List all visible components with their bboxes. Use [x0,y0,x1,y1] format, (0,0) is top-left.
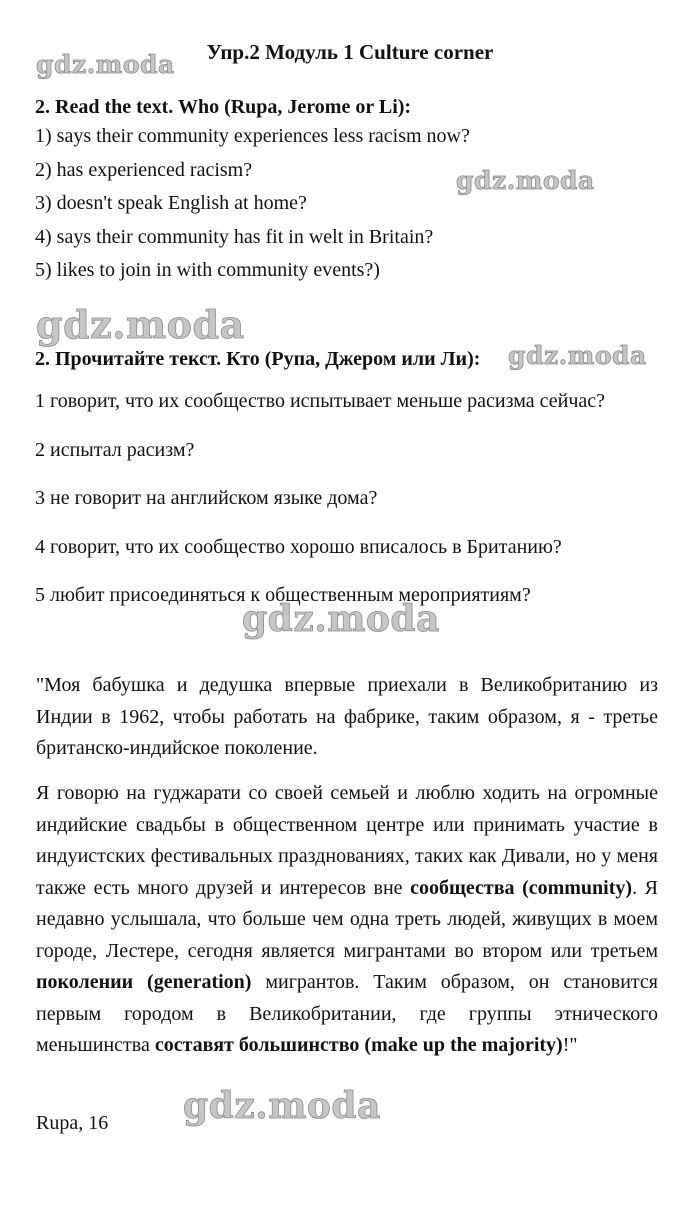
russian-task-heading: 2. Прочитайте текст. Кто (Рупа, Джером или Ли): [35,348,481,370]
highlighted-term-community: сообщества (community) [410,876,633,899]
list-item: 2 испытал расизм? [35,438,195,461]
author-signature: Rupa, 16 [36,1112,109,1134]
list-item: 1 говорит, что их сообщество испытывает меньше расизма сейчас? [35,390,606,412]
paragraph-text: !" [562,1034,578,1056]
paragraph-text: мигрантов. Таким образом, он становится первым городом в Великобритании, где группы этнического меньшинства [36,971,658,1056]
watermark: gdz.moda [456,166,595,195]
text-paragraph-1: "Моя бабушка и дедушка впервые приехали в Великобританию из Индии в 1962, чтобы работать на фабрике, таким образом, я - третье британско-индийское поколение. [36,674,658,759]
list-item: 3) doesn't speak English at home? [35,192,307,214]
watermark: gdz.moda [183,1085,381,1127]
page-title: Упр.2 Модуль 1 Culture corner [206,40,494,64]
list-item: 5 любит присоединяться к общественным мероприятиям? [35,584,531,606]
list-item: 4) says their community has fit in welt in Britain? [35,225,434,248]
english-question-list [35,120,470,288]
watermark: gdz.moda [508,341,647,370]
highlighted-term-generation: поколении (generation) [36,971,252,993]
russian-question-list [35,387,605,630]
list-item: 2) has experienced racism? [35,158,253,181]
paragraph-text: Я говорю на гуджарати со своей семьей и люблю ходить на огромные индийские свадьбы в общественном центре или принимать участие в индуистских фестивальных празднованиях, таких как Дивали, но у меня также есть много друзей и интересов вне [36,782,658,899]
english-task-heading: 2. Read the text. Who (Rupa, Jerome or Li): [35,96,412,118]
highlighted-term-majority: составят большинство (make up the majority) [154,1034,563,1056]
paragraph-text: . Я недавно услышала, что больше чем одна треть людей, живущих в моем городе, Лестере, сегодня является мигрантами во втором или третьем [36,876,658,962]
list-item: 5) likes to join in with community events?) [35,259,380,281]
list-item: 1) says their community experiences less racism now? [35,125,470,147]
watermark: gdz.moda [242,598,440,640]
list-item: 4 говорит, что их сообщество хорошо вписалось в Британию? [35,535,562,558]
watermark: gdz.moda [36,302,245,347]
list-item: 3 не говорит на английском языке дома? [35,487,378,509]
text-paragraph-2 [36,778,658,1062]
watermark: gdz.moda [36,50,175,79]
